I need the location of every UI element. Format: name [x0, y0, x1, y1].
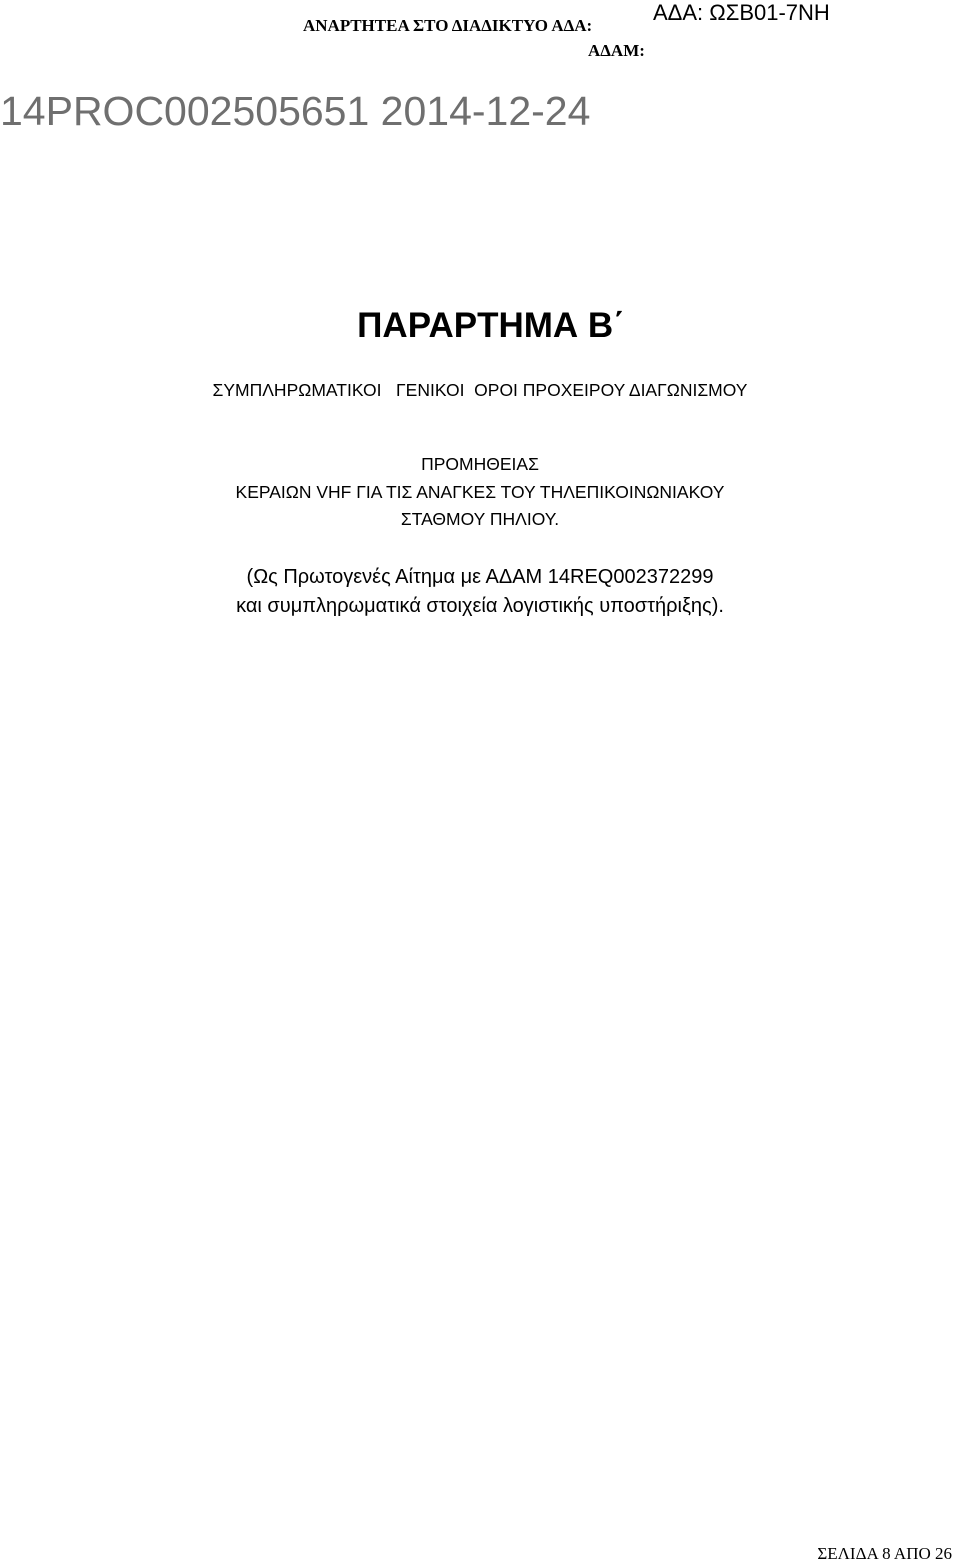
procurement-description-line1: ΚΕΡΑΙΩΝ VHF ΓΙΑ ΤΙΣ ΑΝΑΓΚΕΣ ΤΟΥ ΤΗΛΕΠΙΚΟΙΝΩΝΙΑΚΟΥ	[235, 482, 725, 502]
request-reference-line2: και συμπληρωματικά στοιχεία λογιστικής υποστήριξης).	[236, 595, 724, 617]
ada-label: ΑΔΑ:	[551, 16, 593, 35]
request-reference-line1: (Ως Πρωτογενές Αίτημα με ΑΔΑΜ 14REQ002372299	[246, 566, 714, 588]
posted-online-header	[303, 16, 592, 36]
posted-online-label: ΑΝΑΡΤΗΤΕΑ ΣΤΟ ΔΙΑΔΙΚΤΥΟ	[303, 16, 548, 35]
procurement-label: ΠΡΟΜΗΘΕΙΑΣ	[421, 454, 539, 474]
page-number: ΣΕΛΙΔΑ 8 ΑΠΟ 26	[817, 1544, 952, 1563]
procurement-description-line2: ΣΤΑΘΜΟΥ ΠΗΛΙΟΥ.	[400, 509, 560, 529]
annex-subtitle: ΣΥΜΠΛΗΡΩΜΑΤΙΚΟΙ ΓΕΝΙΚΟΙ ΟΡΟΙ ΠΡΟΧΕΙΡΟΥ ΔΙΑΓΩΝΙΣΜΟΥ	[212, 380, 748, 400]
document-code: 14PROC002505651 2014-12-24	[0, 88, 591, 134]
annex-title: ΠΑΡΑΡΤΗΜΑ Β΄	[357, 306, 625, 345]
ada-value: ΑΔΑ: ΩΣΒ01-7ΝΗ	[653, 0, 830, 25]
adam-label: ΑΔΑΜ:	[588, 41, 645, 60]
